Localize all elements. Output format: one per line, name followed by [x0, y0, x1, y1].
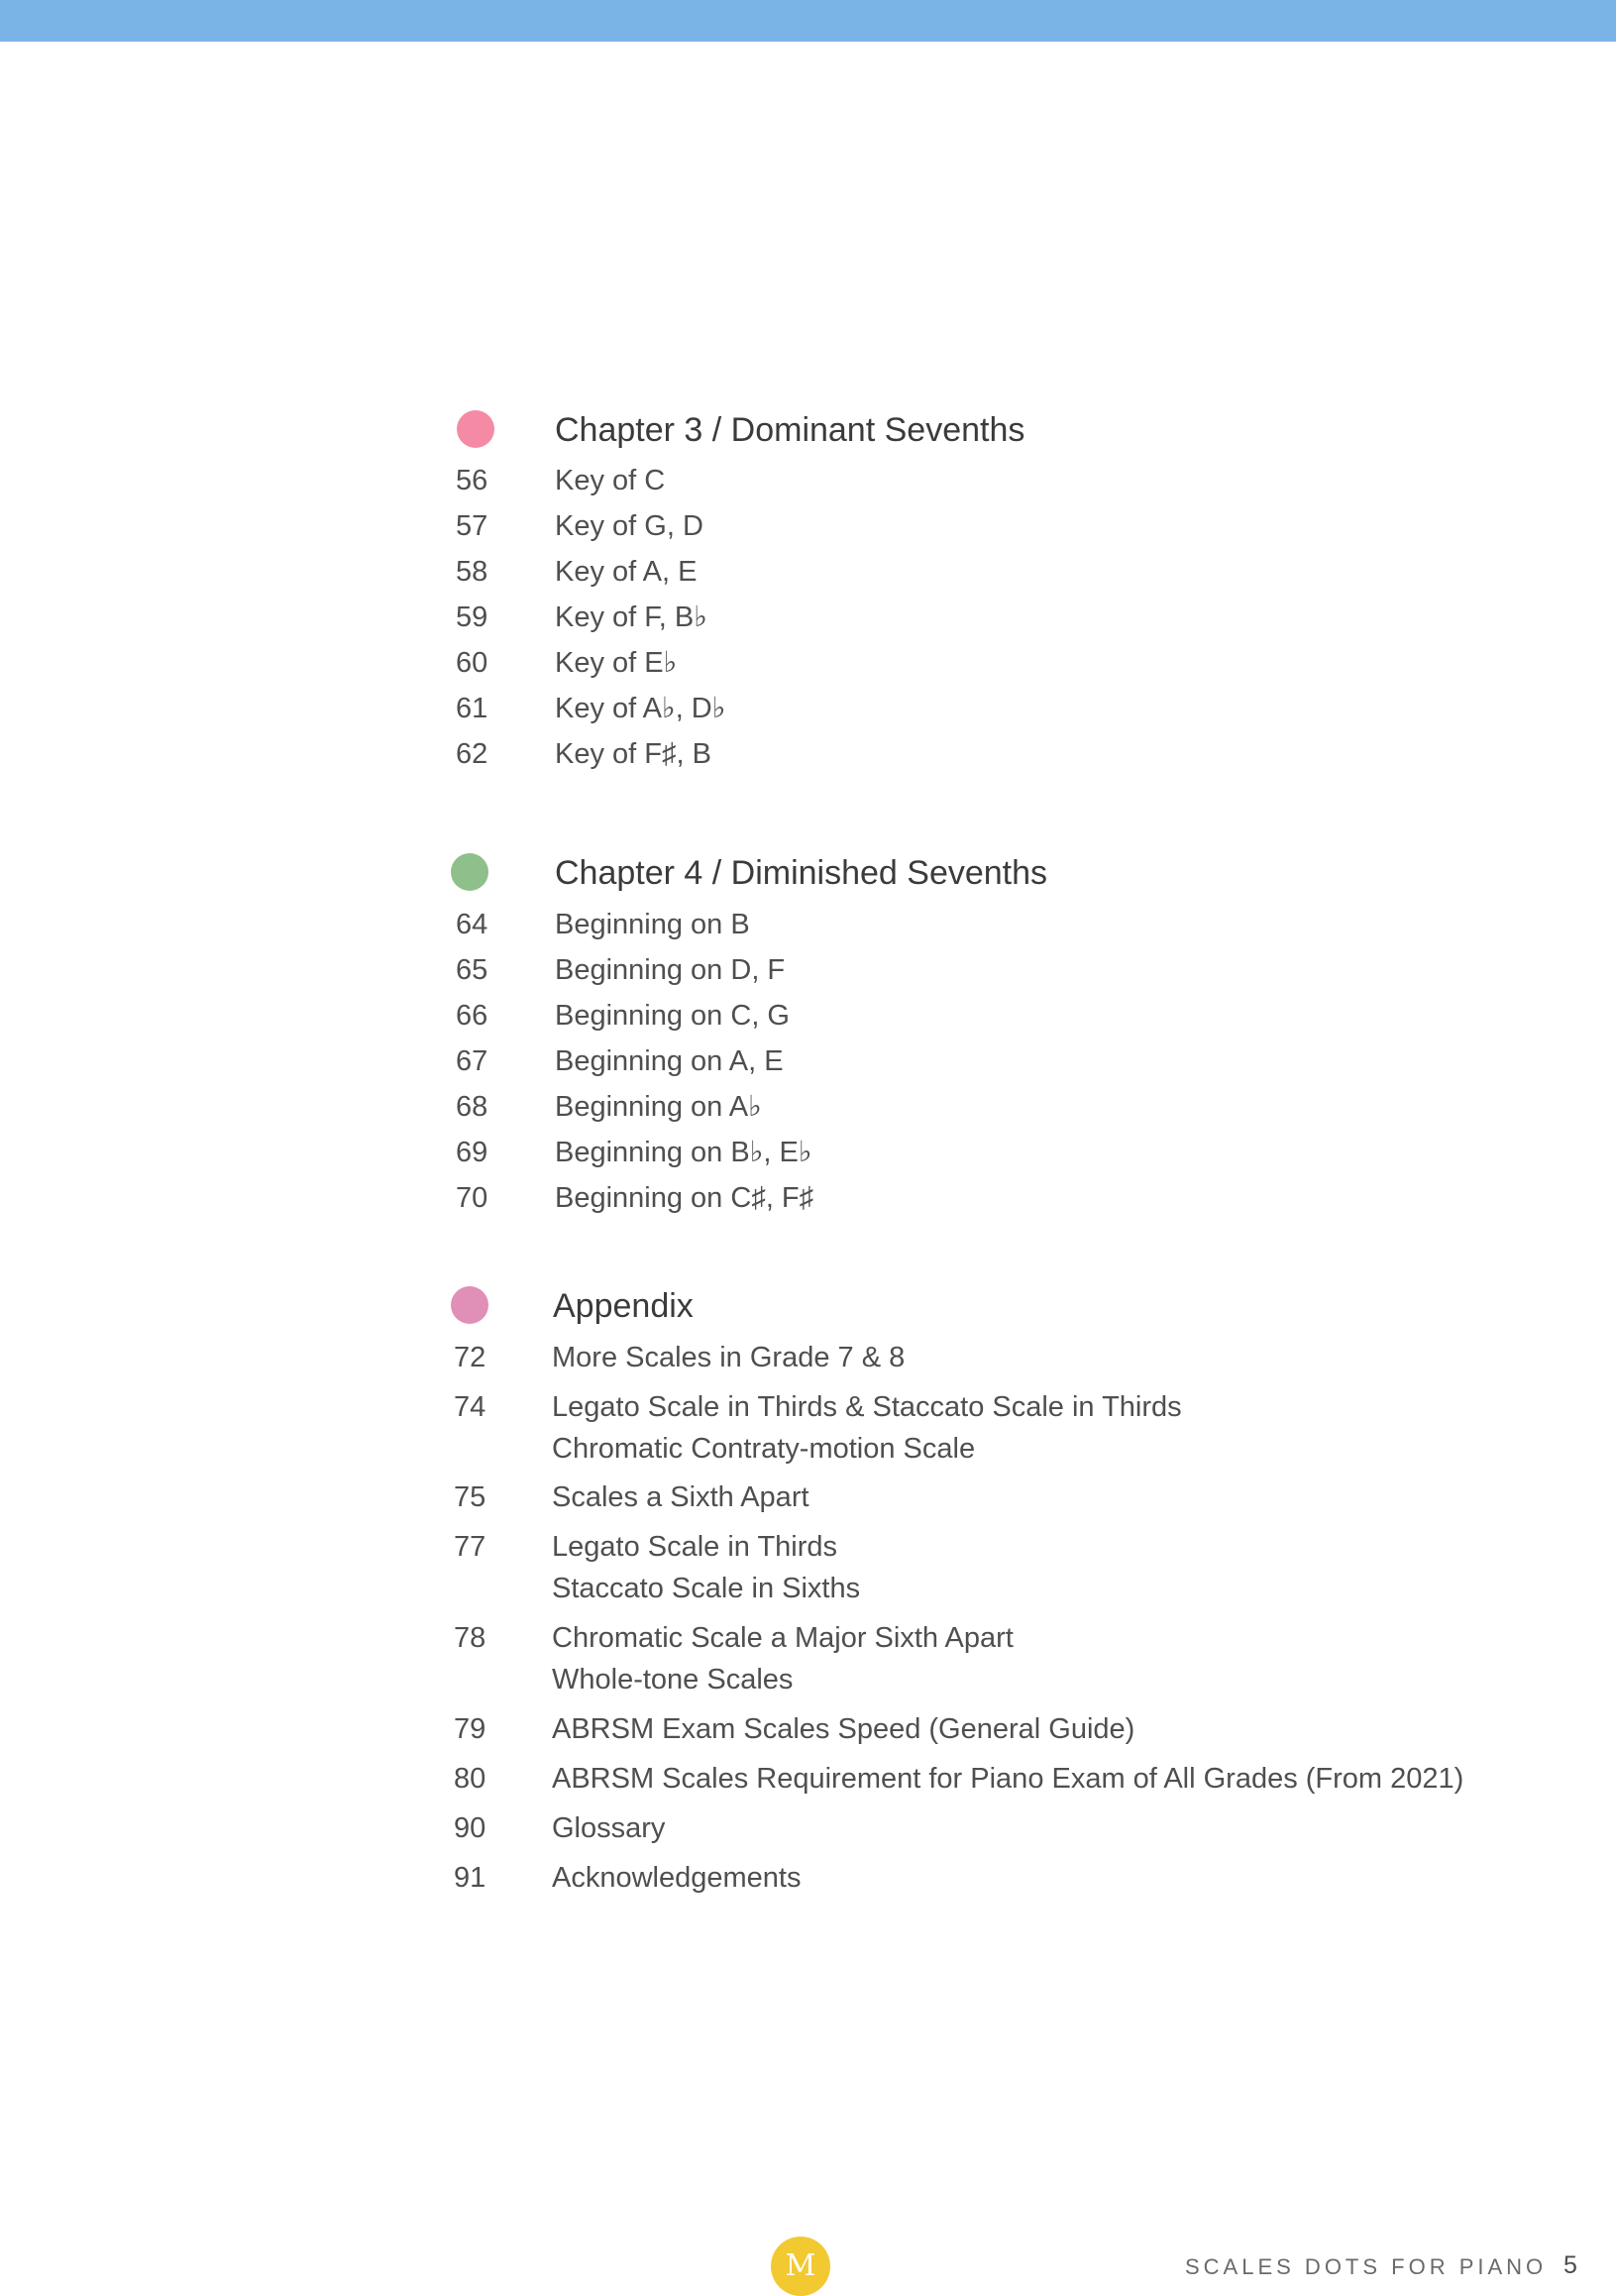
toc-entry-title: Key of G, D	[555, 510, 703, 542]
toc-entry-title: Key of C	[555, 465, 666, 496]
toc-page-number: 75	[454, 1481, 486, 1513]
toc-page-number: 56	[456, 465, 488, 496]
toc-page-number: 70	[456, 1182, 488, 1214]
toc-page-number: 64	[456, 909, 488, 940]
toc-entry-title: Key of E♭	[555, 647, 678, 679]
toc-page-number: 62	[456, 738, 488, 770]
toc-page-number: 69	[456, 1137, 488, 1168]
toc-page-number: 72	[454, 1342, 486, 1373]
appendix-heading	[0, 1280, 1616, 1330]
toc-entry-title: Key of F♯, B	[555, 738, 711, 770]
toc-entry-title: Beginning on C, G	[555, 1000, 790, 1032]
toc-page-number: 58	[456, 556, 488, 588]
toc-entry-title: Key of A♭, D♭	[555, 693, 726, 724]
toc-entry-title: ABRSM Exam Scales Speed (General Guide)	[552, 1713, 1135, 1745]
toc-entry-title: Key of F, B♭	[555, 601, 707, 633]
toc-page-number: 74	[454, 1391, 486, 1423]
toc-entry-title: Acknowledgements	[552, 1862, 802, 1894]
toc-entry-title: Beginning on C♯, F♯	[555, 1182, 814, 1214]
toc-entry-title: Beginning on A♭	[555, 1091, 762, 1123]
toc-entry-title: Scales a Sixth Apart	[552, 1481, 809, 1513]
publisher-logo-icon: M	[771, 2237, 830, 2296]
top-color-band	[0, 0, 1616, 42]
toc-page-number: 77	[454, 1531, 486, 1563]
toc-entry-title: More Scales in Grade 7 & 8	[552, 1342, 906, 1373]
chapter-4-heading	[0, 847, 1616, 897]
chapter-4-title: Chapter 4 / Diminished Sevenths	[555, 854, 1048, 892]
toc-entry-title: Chromatic Scale a Major Sixth Apart Whole-tone Scales	[552, 1622, 1014, 1695]
chapter-3-title: Chapter 3 / Dominant Sevenths	[555, 411, 1025, 449]
book-title-footer: SCALES DOTS FOR PIANO	[1185, 2254, 1548, 2279]
toc-page-number: 66	[456, 1000, 488, 1032]
toc-entry-title: Beginning on D, F	[555, 954, 786, 986]
chapter-3-dot-icon	[457, 410, 494, 448]
appendix-title: Appendix	[553, 1287, 694, 1325]
toc-entry-title: Beginning on B	[555, 909, 750, 940]
toc-page-number: 67	[456, 1045, 488, 1077]
toc-page-number: 80	[454, 1763, 486, 1795]
toc-entry-title: Key of A, E	[555, 556, 698, 588]
toc-page-number: 91	[454, 1862, 486, 1894]
toc-page-number: 59	[456, 601, 488, 633]
toc-page-number: 90	[454, 1812, 486, 1844]
toc-entry-title: Legato Scale in Thirds Staccato Scale in Sixths	[552, 1531, 861, 1604]
toc-entry-title: Glossary	[552, 1812, 666, 1844]
chapter-3-heading	[0, 404, 1616, 454]
toc-page-number: 79	[454, 1713, 486, 1745]
toc-page-number: 60	[456, 647, 488, 679]
appendix-dot-icon	[451, 1286, 488, 1324]
toc-entry-title: Legato Scale in Thirds & Staccato Scale in Thirds Chromatic Contraty-motion Scale	[552, 1391, 1182, 1465]
toc-page-number: 65	[456, 954, 488, 986]
toc-entry-title: ABRSM Scales Requirement for Piano Exam of All Grades (From 2021)	[552, 1763, 1464, 1795]
toc-entry-title: Beginning on A, E	[555, 1045, 784, 1077]
chapter-4-dot-icon	[451, 853, 488, 891]
toc-entry-title: Beginning on B♭, E♭	[555, 1137, 812, 1168]
page-number: 5	[1563, 2251, 1577, 2279]
toc-page-number: 61	[456, 693, 488, 724]
toc-page-number: 68	[456, 1091, 488, 1123]
toc-page-number: 78	[454, 1622, 486, 1654]
toc-page-number: 57	[456, 510, 488, 542]
